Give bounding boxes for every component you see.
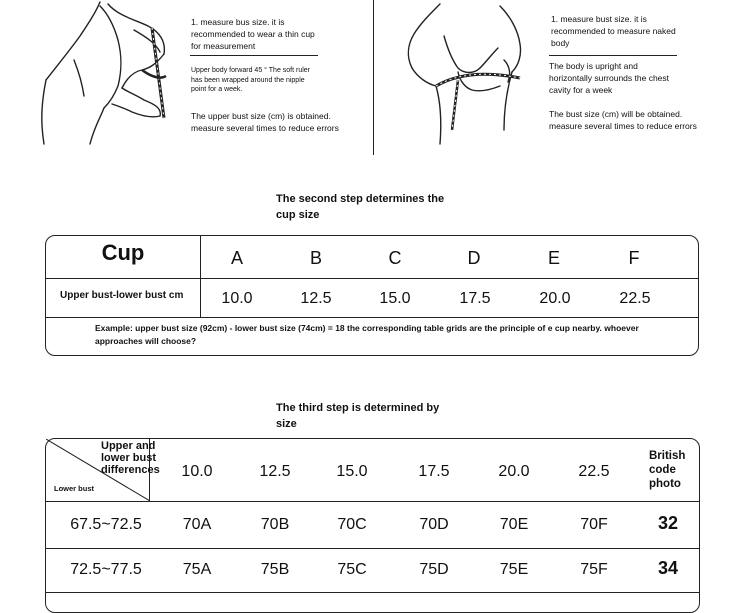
right-measure-note: 1. measure bust size. it is recommended to measure naked body: [551, 14, 676, 48]
diff-value: 22.5: [619, 290, 651, 307]
corner-bottom-label: Lower bust: [54, 484, 95, 493]
example-note: Example: upper bust size (92cm) - lower bust size (74cm) = 18 the corresponding table grids are the principle of e cup nearby. whoever approaches will choose?: [95, 323, 639, 346]
size-cell: 70F: [580, 516, 608, 533]
size-cell: 75C: [337, 561, 367, 578]
size-cell: 75A: [182, 561, 212, 578]
size-cell: 75D: [419, 561, 449, 578]
right-divider-rule: [549, 55, 677, 56]
lower-bust-range: 72.5~77.5: [70, 561, 142, 578]
left-posture-note: Upper body forward 45 ° The soft ruler has been wrapped around the nipple point for a week.: [191, 67, 311, 93]
column-divider: [200, 236, 201, 317]
figure-leaning-illustration: [38, 0, 178, 150]
size-cell: 70A: [182, 516, 212, 533]
corner-top-label: Upper and lower bust differences: [101, 440, 160, 476]
cup-letter: E: [547, 248, 560, 268]
diff-value: 17.5: [459, 290, 491, 307]
step3-heading: The third step is determined by size: [276, 402, 440, 430]
row-divider: [46, 501, 699, 502]
left-measure-note: 1. measure bus size. it is recommended to wear a thin cup for measurement: [191, 17, 315, 51]
cup-size-table: [45, 235, 699, 356]
cup-letter: A: [230, 248, 243, 268]
size-cell: 75F: [580, 561, 608, 578]
british-header: British code photo: [649, 450, 686, 490]
header-diff: 12.5: [259, 463, 291, 480]
row-divider: [46, 317, 698, 318]
header-diff: 15.0: [336, 463, 368, 480]
diff-value: 10.0: [221, 290, 253, 307]
left-result-note: The upper bust size (cm) is obtained. measure several times to reduce errors: [191, 111, 339, 133]
size-table: [45, 438, 700, 613]
british-size: 34: [657, 558, 679, 578]
header-diff: 22.5: [578, 463, 610, 480]
row-divider: [46, 278, 698, 279]
cup-letter: D: [467, 248, 481, 268]
right-result-note: The bust size (cm) will be obtained. measure several times to reduce errors: [549, 109, 697, 131]
size-cell: 75B: [260, 561, 290, 578]
diff-value: 20.0: [539, 290, 571, 307]
right-posture-note: The body is upright and horizontally surrounds the chest cavity for a week: [549, 61, 670, 95]
british-size: 32: [657, 513, 679, 533]
row-divider: [46, 548, 699, 549]
diff-value: 12.5: [300, 290, 332, 307]
size-cell: 70D: [419, 516, 449, 533]
cup-header-label: Cup: [101, 240, 145, 265]
step1-center-divider: [373, 0, 374, 155]
cup-letter: C: [388, 248, 402, 268]
header-diff: 10.0: [181, 463, 213, 480]
size-cell: 75E: [499, 561, 529, 578]
size-cell: 70E: [499, 516, 529, 533]
diff-row-label: Upper bust-lower bust cm: [60, 290, 184, 301]
step2-heading: The second step determines the cup size: [276, 193, 445, 221]
cup-letter: B: [309, 248, 322, 268]
figure-upright-illustration: [400, 0, 540, 150]
row-divider: [46, 592, 699, 593]
header-diff: 20.0: [498, 463, 530, 480]
size-cell: 70C: [337, 516, 367, 533]
cup-letter: F: [628, 248, 640, 268]
lower-bust-range: 67.5~72.5: [70, 516, 142, 533]
size-cell: 70B: [260, 516, 290, 533]
left-divider-rule: [190, 55, 318, 56]
header-diff: 17.5: [418, 463, 450, 480]
diff-value: 15.0: [379, 290, 411, 307]
